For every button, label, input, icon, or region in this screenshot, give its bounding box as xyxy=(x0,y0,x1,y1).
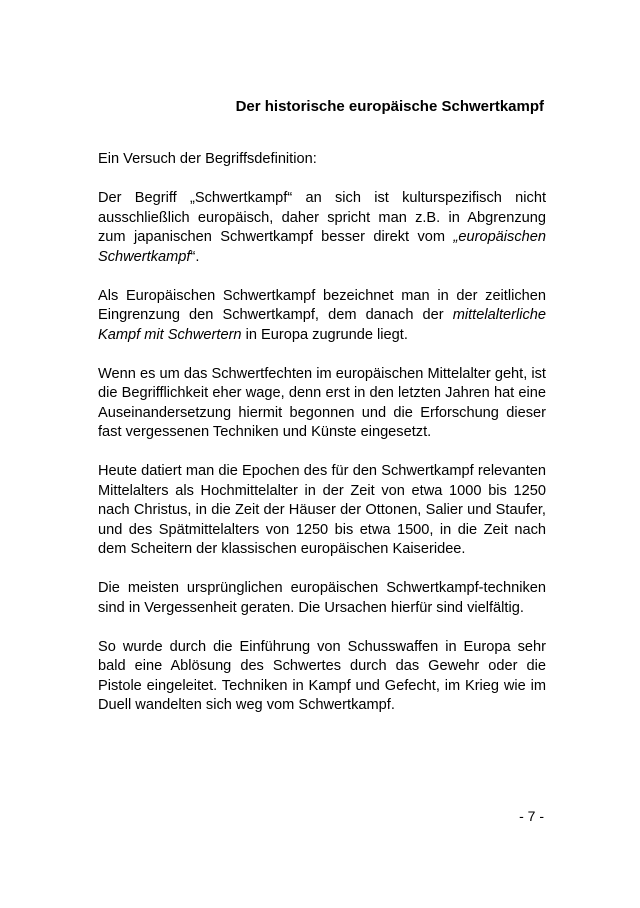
paragraph-2 xyxy=(98,287,546,346)
text-segment: Wenn es um das Schwertfechten im europäischen Mittelalter geht, ist die Begrifflichkeit eher wage, denn erst in den letzten Jahren hat eine Auseinandersetzung hiermit begonnen und die Erforschung dieser fast vergessenen Techniken und Künste eingesetzt. xyxy=(98,365,546,440)
text-segment: in Europa zugrunde liegt. xyxy=(241,326,408,343)
text-segment: Der Begriff „Schwertkampf“ an sich ist kulturspezifisch nicht ausschließlich europäisch, daher spricht man z.B. in Abgrenzung zum japanischen Schwertkampf besser direkt vom xyxy=(98,190,546,245)
subtitle: Ein Versuch der Begriffsdefinition: xyxy=(98,151,317,167)
paragraph-1 xyxy=(98,189,546,267)
page-title: Der historische europäische Schwertkampf xyxy=(235,98,544,115)
text-segment: Als Europäischen Schwertkampf bezeichnet man in der zeitlichen Eingrenzung den Schwertkampf, dem danach der xyxy=(98,287,546,323)
text-segment: So wurde durch die Einführung von Schusswaffen in Europa sehr bald eine Ablösung des Schwertes durch das Gewehr oder die Pistole eingeleitet. Techniken in Kampf und Gefecht, im Krieg wie im Duell wandelten sich weg vom Schwertkampf. xyxy=(98,638,546,713)
paragraph-6 xyxy=(98,638,546,716)
paragraph-5 xyxy=(98,579,546,618)
paragraph-4 xyxy=(98,462,546,560)
text-segment-italic: mittelalterliche Kampf mit Schwertern xyxy=(98,307,546,343)
text-segment: Heute datiert man die Epochen des für den Schwertkampf relevanten Mittelalters als Hochmittelalter in der Zeit von etwa 1000 bis 1250 nach Christus, in die Zeit der Häuser der Ottonen, Salier und Staufer, und des Spätmittelalters von 1250 bis etwa 1500, in die Zeit nach dem Scheitern der klassischen europäischen Kaiseridee. xyxy=(98,463,546,557)
text-segment: Die meisten ursprünglichen europäischen Schwertkampf-techniken sind in Vergessenheit geraten. Die Ursachen hierfür sind vielfältig. xyxy=(98,580,546,616)
text-segment: “. xyxy=(190,248,200,265)
page-number: - 7 - xyxy=(519,808,544,824)
paragraph-3 xyxy=(98,365,546,443)
text-segment-italic: „europäischen Schwertkampf xyxy=(98,229,546,265)
document-body xyxy=(98,150,546,735)
